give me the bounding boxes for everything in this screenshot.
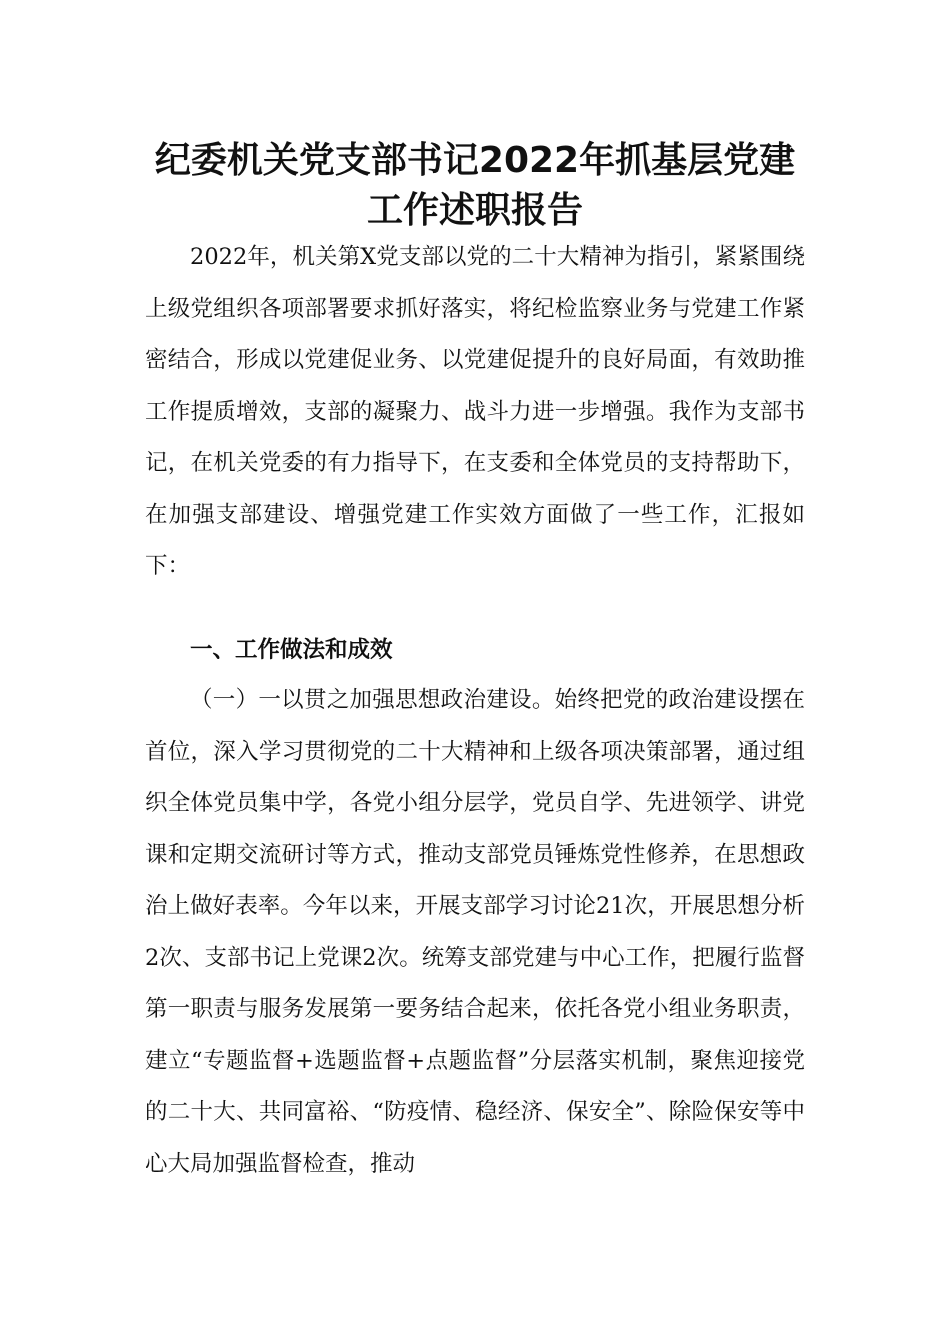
intro-paragraph: 2022年，机关第X党支部以党的二十大精神为指引，紧紧围绕上级党组织各项部署要求抓好落实，将纪检监察业务与党建工作紧密结合，形成以党建促业务、以党建促提升的良好局面，有效助推工作提质增效，支部的凝聚力、战斗力进一步增强。我作为支部书记，在机关党委的有力指导下，在支委和全体党员的支持帮助下，在加强支部建设、增强党建工作实效方面做了一些工作，汇报如下： <box>145 244 805 579</box>
section-paragraph: （一）一以贯之加强思想政治建设。始终把党的政治建设摆在首位，深入学习贯彻党的二十大精神和上级各项决策部署，通过组织全体党员集中学，各党小组分层学，党员自学、先进领学、讲党课和定期交流研讨等方式，推动支部党员锤炼党性修养，在思想政治上做好表率。今年以来，开展支部学习讨论21次，开展思想分析2次、支部书记上党课2次。统筹支部党建与中心工作，把履行监督第一职责与服务发展第一要务结合起来，依托各党小组业务职责，建立“专题监督+选题监督+点题监督”分层落实机制，聚焦迎接党的二十大、共同富裕、“防疫情、稳经济、保安全”、除险保安等中心大局加强监督检查，推动 <box>145 687 805 1177</box>
section-heading: 一、工作做法和成效 <box>190 637 393 663</box>
document-title-line-2: 工作述职报告 <box>366 190 583 231</box>
document-title-line-1: 纪委机关党支部书记2022年抓基层党建 <box>154 140 796 181</box>
